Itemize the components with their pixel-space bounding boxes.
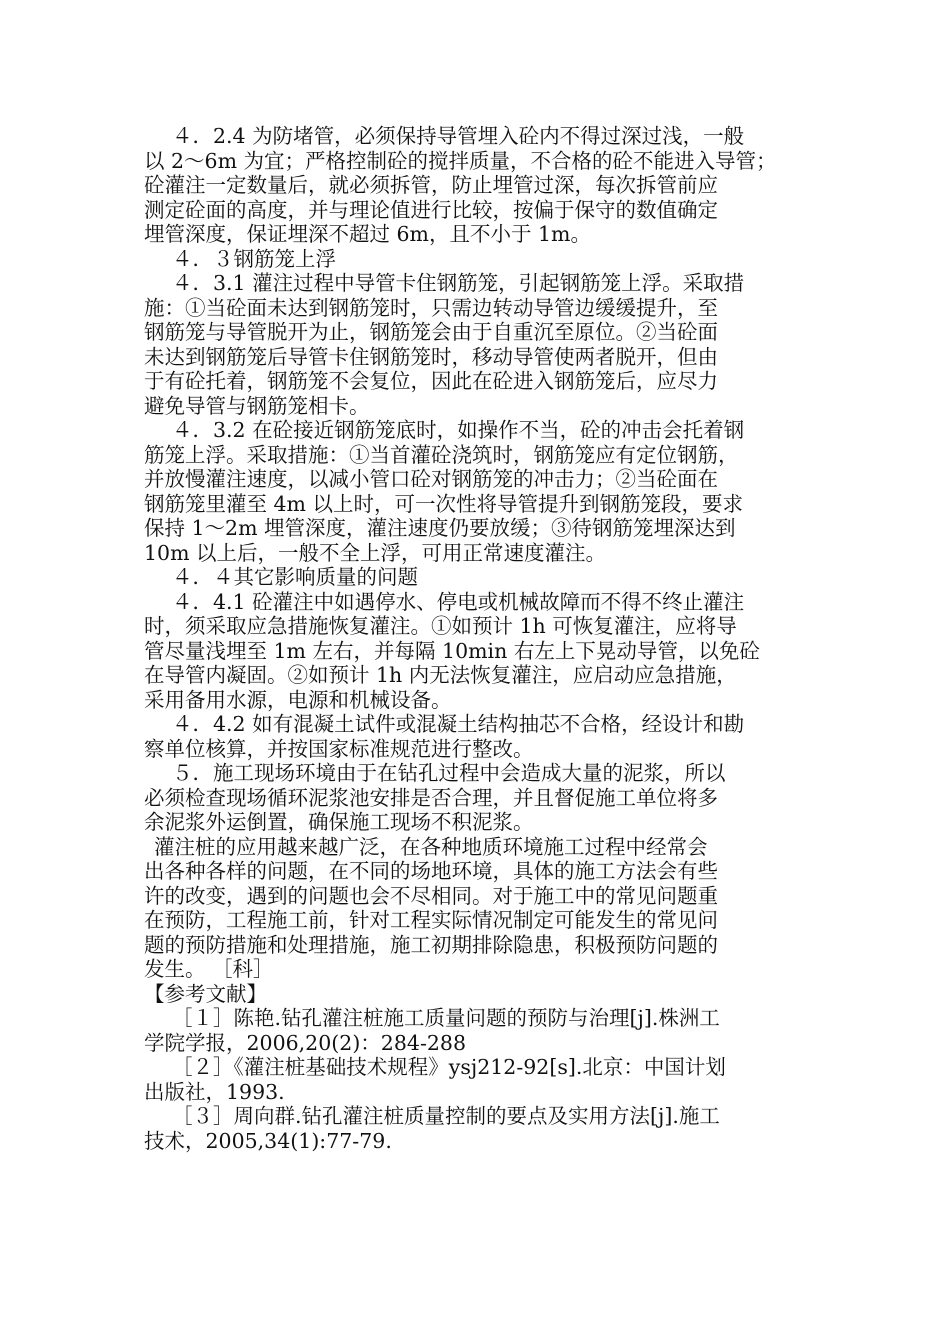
text-line-l35: 发生。 ［科］ (144, 957, 274, 981)
text-line-l27: ５．施工现场环境由于在钻孔过程中会造成大量的泥浆，所以 (172, 761, 726, 785)
text-line-l33: 在预防，工程施工前，针对工程实际情况制定可能发生的常见问 (144, 908, 718, 932)
text-line-l25: ４．4.2 如有混凝土试件或混凝土结构抽芯不合格，经设计和勘 (172, 712, 745, 736)
text-line-l23: 在导管内凝固。②如预计 1h 内无法恢复灌注，应启动应急措施， (144, 663, 737, 687)
text-line-l10: 未达到钢筋笼后导管卡住钢筋笼时，移动导管使两者脱开，但由 (144, 344, 718, 369)
text-line-l04: 测定砼面的高度，并与理论值进行比较，按偏于保守的数值确定 (144, 197, 718, 222)
text-line-l30: 灌注桩的应用越来越广泛，在各种地质环境施工过程中经常会 (154, 834, 708, 859)
text-line-l41: ［３］周向群.钻孔灌注桩质量控制的要点及实用方法[j].施工 (172, 1104, 720, 1128)
text-line-l18: 10m 以上后，一般不全上浮，可用正常速度灌注。 (144, 540, 607, 565)
text-line-l42: 技术，2005,34(1):77-79. (144, 1128, 392, 1153)
text-line-l34: 题的预防措施和处理措施，施工初期排除隐患，积极预防问题的 (144, 932, 718, 957)
text-line-l31: 出各种各样的问题，在不同的场地环境，具体的施工方法会有些 (144, 859, 718, 883)
text-line-l06: ４．３钢筋笼上浮 (172, 246, 336, 271)
text-line-l20: ４．4.1 砼灌注中如遇停水、停电或机械故障而不得不终止灌注 (172, 589, 745, 614)
text-line-l28: 必须检查现场循环泥浆池安排是否合理，并且督促施工单位将多 (144, 785, 718, 810)
text-line-l12: 避免导管与钢筋笼相卡。 (144, 393, 370, 418)
text-line-l09: 钢筋笼与导管脱开为止，钢筋笼会由于自重沉至原位。②当砼面 (144, 320, 718, 344)
text-line-l38: 学院学报，2006,20(2)：284-288 (144, 1030, 466, 1055)
text-line-l13: ４．3.2 在砼接近钢筋笼底时，如操作不当，砼的冲击会托着钢 (172, 418, 745, 442)
text-line-l22: 管尽量浅埋至 1m 左右，并每隔 10min 右左上下晃动导管，以免砼 (144, 638, 760, 663)
text-line-l01: ４．2.4 为防堵管，必须保持导管埋入砼内不得过深过浅，一般 (172, 124, 745, 148)
text-line-l08: 施：①当砼面未达到钢筋笼时，只需边转动导管边缓缓提升，至 (144, 295, 718, 320)
text-line-l21: 时，须采取应急措施恢复灌注。①如预计 1h 可恢复灌注，应将导 (144, 614, 737, 638)
text-line-l11: 于有砼托着，钢筋笼不会复位，因此在砼进入钢筋笼后，应尽力 (144, 369, 718, 393)
text-line-l37: ［１］陈艳.钻孔灌注桩施工质量问题的预防与治理[j].株洲工 (172, 1006, 720, 1030)
text-line-l36: 【参考文献】 (144, 981, 267, 1006)
text-line-l39: ［２］《灌注桩基础技术规程》ysj212-92[s].北京：中国计划 (172, 1055, 726, 1079)
text-line-l15: 并放慢灌注速度，以减小管口砼对钢筋笼的冲击力；②当砼面在 (144, 467, 718, 491)
text-line-l16: 钢筋笼里灌至 4m 以上时，可一次性将导管提升到钢筋笼段，要求 (144, 491, 744, 516)
text-line-l29: 余泥浆外运倒置，确保施工现场不积泥浆。 (144, 810, 534, 834)
text-line-l07: ４．3.1 灌注过程中导管卡住钢筋笼，引起钢筋笼上浮。采取措 (172, 271, 745, 295)
text-line-l02: 以 2～6m 为宜；严格控制砼的搅拌质量，不合格的砼不能进入导管； (144, 148, 777, 173)
text-line-l19: ４．４其它影响质量的问题 (172, 565, 418, 589)
text-line-l40: 出版社，1993. (144, 1079, 285, 1104)
document-body (144, 124, 806, 1153)
text-line-l17: 保持 1～2m 埋管深度，灌注速度仍要放缓；③待钢筋笼埋深达到 (144, 516, 736, 540)
text-line-l05: 埋管深度，保证埋深不超过 6m，且不小于 1m。 (144, 222, 591, 246)
text-line-l26: 察单位核算，并按国家标准规范进行整改。 (144, 736, 534, 761)
text-line-l24: 采用备用水源，电源和机械设备。 (144, 687, 452, 712)
text-line-l03: 砼灌注一定数量后，就必须拆管，防止埋管过深，每次拆管前应 (144, 173, 718, 197)
text-line-l32: 许的改变，遇到的问题也会不尽相同。对于施工中的常见问题重 (144, 883, 718, 908)
text-line-l14: 筋笼上浮。采取措施：①当首灌砼浇筑时，钢筋笼应有定位钢筋， (144, 442, 739, 467)
